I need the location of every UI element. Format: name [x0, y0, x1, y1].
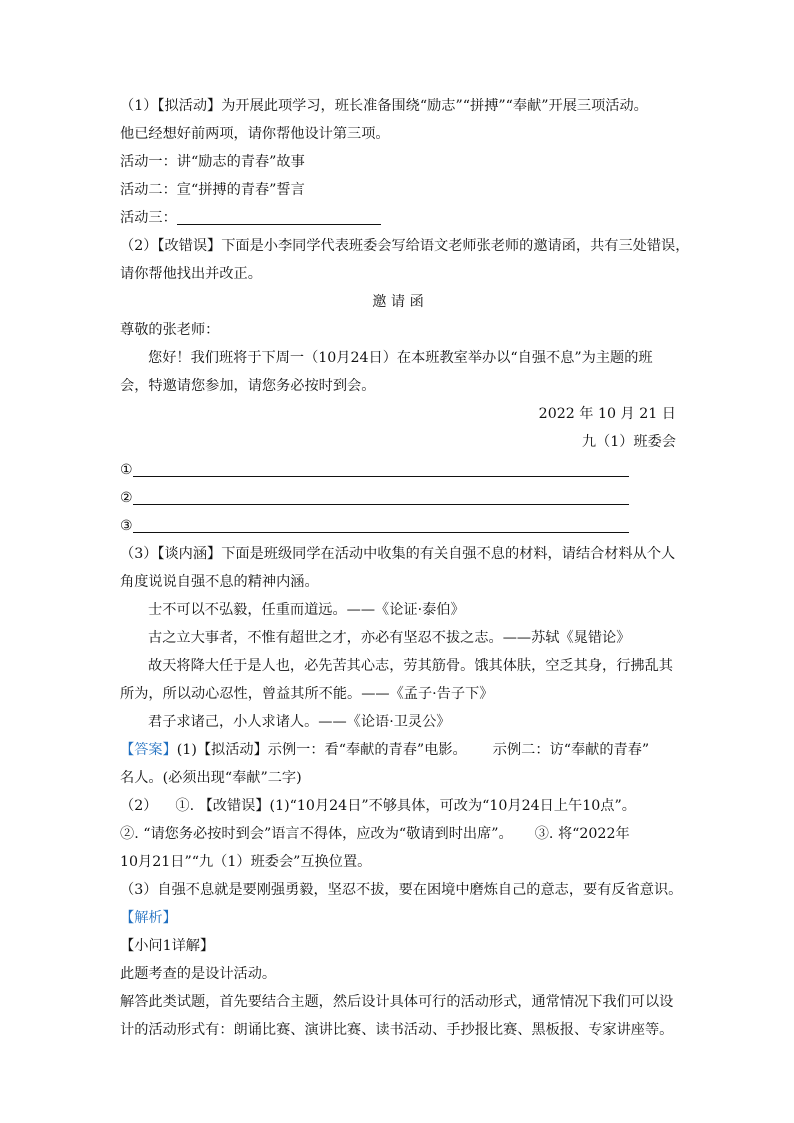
- answer-2-fix-3: ③. 将“2022年: [534, 826, 630, 842]
- analysis-label: 【解析】: [120, 910, 177, 926]
- quote-3-line1: 故天将降大任于是人也，必先苦其心志，劳其筋骨。饿其体肤，空乏其身，行拂乱其: [148, 658, 673, 674]
- answer-2-prefix: （2）: [120, 798, 158, 814]
- answer-3: （3）自强不息就是要刚强勇毅，坚忍不拔，要在困境中磨炼自己的意志，要有反省意识。: [120, 882, 683, 898]
- letter-signature: 九（1）班委会: [581, 434, 676, 450]
- letter-title: 邀 请 函: [372, 294, 424, 310]
- q2-line2: 请你帮他找出并改正。: [120, 266, 262, 282]
- blank-1-marker: ①: [120, 462, 133, 478]
- quote-1: 士不可以不弘毅，任重而道远。——《论证·泰伯》: [148, 602, 465, 618]
- letter-salutation: 尊敬的张老师：: [120, 322, 220, 338]
- quote-3-line2: 所为，所以动心忍性，曾益其所不能。——《孟子·告子下》: [120, 686, 494, 702]
- quote-2: 古之立大事者，不惟有超世之才，亦必有坚忍不拔之志。——苏轼《晁错论》: [148, 630, 631, 646]
- letter-body-line1: 您好！我们班将于下周一（10月24日）在本班教室举办以“自强不息”为主题的班: [148, 350, 653, 366]
- analysis-p2-line1: 解答此类试题，首先要结合主题，然后设计具体可行的活动形式，通常情况下我们可以设: [120, 994, 674, 1010]
- answer-1-example-1: (1)【拟活动】示例一：看“奉献的青春”电影。: [176, 742, 467, 758]
- q3-line2: 角度说说自强不息的精神内涵。: [120, 574, 319, 590]
- activity-2: 活动二：宣“拼搏的青春”誓言: [120, 182, 305, 198]
- blank-1-line[interactable]: [133, 460, 629, 477]
- q1-line2: 他已经想好前两项，请你帮他设计第三项。: [120, 126, 390, 142]
- analysis-sub1: 【小问1详解】: [120, 938, 215, 954]
- answer-1-example-2: 示例二：访“奉献的青春”: [492, 742, 650, 758]
- analysis-p2-line2: 计的活动形式有：朗诵比赛、演讲比赛、读书活动、手抄报比赛、黑板报、专家讲座等。: [120, 1022, 674, 1038]
- activity-3: [120, 204, 676, 232]
- blank-2-line[interactable]: [133, 488, 629, 505]
- activity-3-blank[interactable]: [177, 208, 381, 225]
- q1-line1: （1）【拟活动】为开展此项学习，班长准备围绕“励志”“拼搏”“奉献”开展三项活动。: [120, 98, 648, 114]
- letter-date: 2022 年 10 月 21 日: [538, 406, 676, 422]
- answer-2-line2: [120, 820, 676, 848]
- q2-line1: （2）【改错误】下面是小李同学代表班委会写给语文老师张老师的邀请函，共有三处错误，: [120, 238, 690, 254]
- analysis-p1: 此题考查的是设计活动。: [120, 966, 277, 982]
- q3-line1: （3）【谈内涵】下面是班级同学在活动中收集的有关自强不息的材料，请结合材料从个人: [120, 546, 676, 562]
- answer-2-fix-1: ①. 【改错误】(1)“10月24日”不够具体，可改为“10月24日上午10点”。: [175, 798, 636, 814]
- activity-3-label: 活动三：: [120, 210, 177, 226]
- quote-4: 君子求诸己，小人求诸人。——《论语·卫灵公》: [148, 714, 451, 730]
- answer-blank-3: [120, 512, 676, 540]
- answer-label: 【答案】: [120, 742, 177, 758]
- answer-2-line3: 10月21日”“九（1）班委会”互换位置。: [120, 854, 372, 870]
- answer-2-line1: [120, 792, 676, 820]
- answer-blank-1: [120, 456, 676, 484]
- document-page: [120, 92, 690, 1044]
- blank-3-marker: ③: [120, 518, 133, 534]
- activity-1: 活动一：讲“励志的青春”故事: [120, 154, 305, 170]
- blank-3-line[interactable]: [133, 516, 629, 533]
- letter-body-line2: 会，特邀请您参加，请您务必按时到会。: [120, 378, 376, 394]
- blank-2-marker: ②: [120, 490, 133, 506]
- answer-blank-2: [120, 484, 676, 512]
- answer-line2: 名人。(必须出现“奉献”二字): [120, 770, 302, 786]
- answer-line1: [120, 736, 676, 764]
- answer-2-fix-2: ②. “请您务必按时到会”语言不得体，应改为“敬请到时出席”。: [120, 826, 513, 842]
